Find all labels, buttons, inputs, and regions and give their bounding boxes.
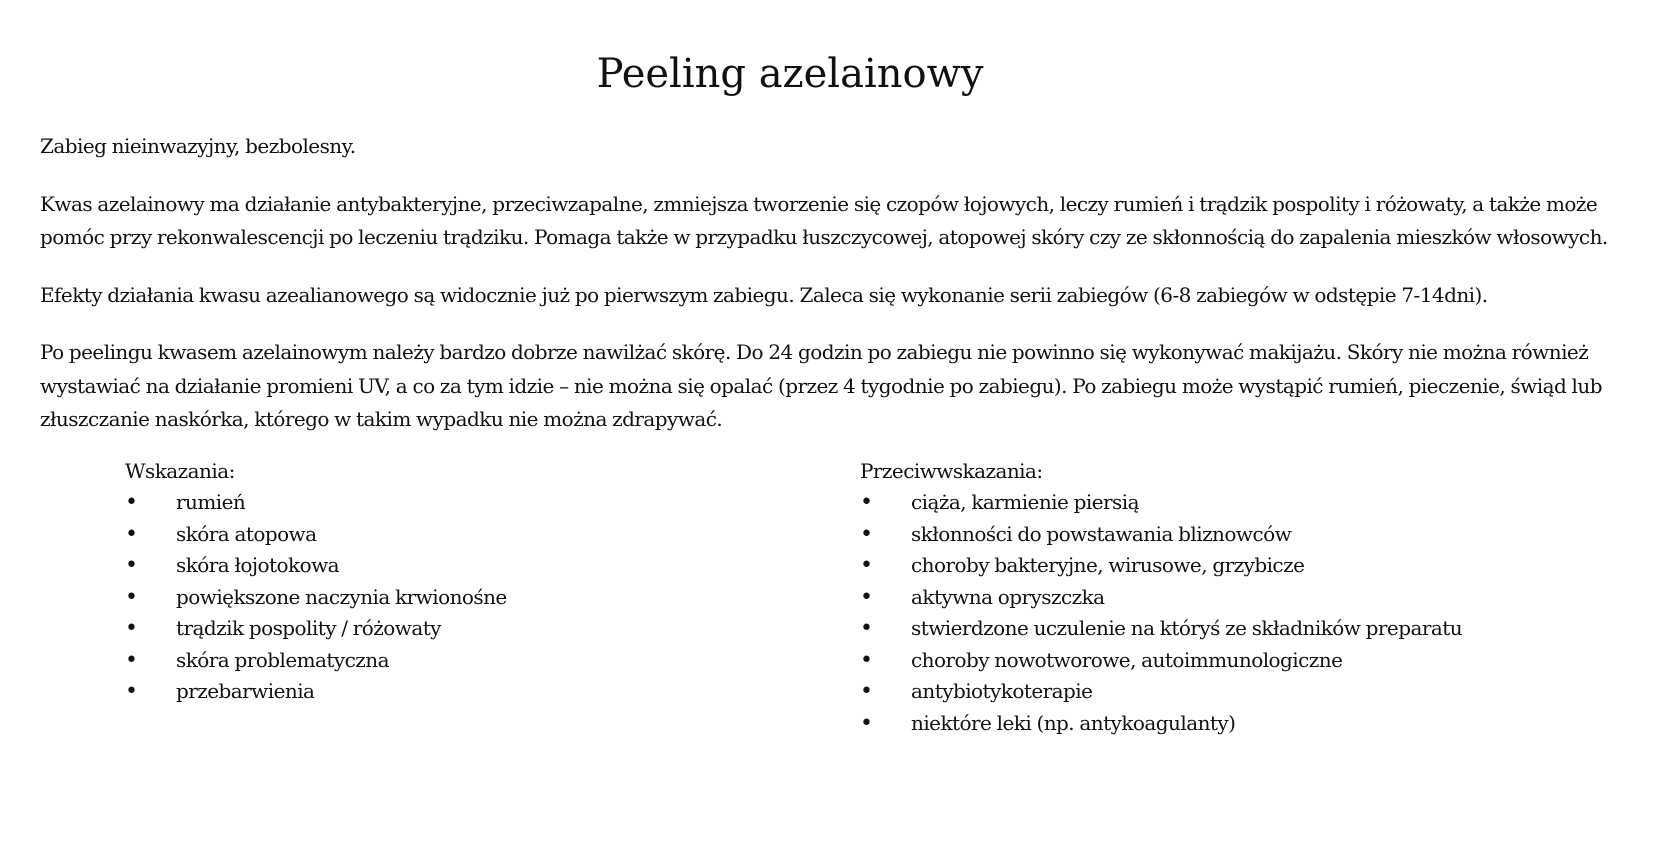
bullet-icon: •: [125, 553, 138, 578]
contraindications-heading: Przeciwwskazania:: [860, 459, 1043, 483]
paragraph-aftercare: Po peelingu kwasem azelainowym należy bardzo dobrze nawilżać skórę. Do 24 godzin po zabiegu nie powinno się wykonywać makijażu. Skóry nie można również wystawiać na działanie promieni UV, a co za tym idzie – nie można się opalać (przez 4 tygodnie po zabiegu). Po zabiegu może wystąpić rumień, pieczenie, świąd lub złuszczanie naskórka, którego w takim wypadku nie można zdrapywać.: [40, 340, 1602, 431]
list-item: [860, 519, 1620, 551]
list-item: [125, 645, 745, 677]
list-item: [860, 645, 1620, 677]
bullet-icon: •: [125, 647, 138, 673]
list-item: [125, 613, 745, 645]
list-item-text: stwierdzone uczulenie na któryś ze składników preparatu: [911, 616, 1463, 640]
page-title: Peeling azelainowy: [596, 51, 984, 97]
list-item: [860, 550, 1620, 582]
paragraph-effects: Efekty działania kwasu azealianowego są widocznie już po pierwszym zabiegu. Zaleca się wykonanie serii zabiegów (6-8 zabiegów w odstępie 7-14dni).: [40, 282, 1488, 307]
list-item: [860, 613, 1620, 645]
bullet-icon: •: [860, 521, 873, 547]
bullet-icon: •: [125, 521, 138, 547]
list-item: [860, 676, 1620, 708]
bullet-icon: •: [125, 490, 138, 515]
bullet-icon: •: [125, 584, 138, 610]
list-item-text: niektóre leki (np. antykoagulanty): [911, 710, 1236, 735]
bullet-icon: •: [860, 710, 873, 736]
list-item: [860, 708, 1620, 740]
bullet-icon: •: [125, 679, 138, 704]
bullet-icon: •: [860, 584, 873, 610]
list-item-text: skóra problematyczna: [176, 647, 389, 672]
contraindications-column: [860, 456, 1620, 739]
bullet-icon: •: [860, 490, 873, 515]
list-item-text: skóra atopowa: [176, 521, 317, 546]
list-item-text: przebarwienia: [176, 679, 315, 703]
indications-heading: Wskazania:: [125, 459, 235, 483]
list-item-text: antybiotykoterapie: [911, 679, 1093, 703]
list-item: [125, 519, 745, 551]
list-item-text: skłonności do powstawania bliznowców: [911, 521, 1292, 546]
list-item: [125, 582, 745, 614]
list-item-text: ciąża, karmienie piersią: [911, 490, 1139, 514]
list-item: [125, 676, 745, 708]
bullet-icon: •: [860, 616, 873, 641]
bullet-icon: •: [125, 616, 138, 641]
paragraph-properties: Kwas azelainowy ma działanie antybakteryjne, przeciwzapalne, zmniejsza tworzenie się czopów łojowych, leczy rumień i trądzik pospolity i różowaty, a także może pomóc przy rekonwalescencji po leczeniu trądziku. Pomaga także w przypadku łuszczycowej, atopowej skóry czy ze skłonnością do zapalenia mieszków włosowych.: [40, 191, 1608, 249]
paragraph-intro: Zabieg nieinwazyjny, bezbolesny.: [40, 134, 356, 158]
list-item-text: choroby bakteryjne, wirusowe, grzybicze: [911, 553, 1305, 577]
indications-list: [125, 487, 745, 708]
list-item: [125, 487, 745, 519]
list-item-text: aktywna opryszczka: [911, 584, 1105, 609]
contraindications-list: [860, 487, 1620, 739]
list-item-text: powiększone naczynia krwionośne: [176, 584, 507, 609]
list-item-text: skóra łojotokowa: [176, 553, 340, 577]
list-item-text: trądzik pospolity / różowaty: [176, 616, 441, 640]
indications-column: [125, 456, 745, 708]
bullet-icon: •: [860, 553, 873, 578]
list-item-text: rumień: [176, 490, 246, 514]
list-item-text: choroby nowotworowe, autoimmunologiczne: [911, 647, 1343, 672]
list-item: [860, 582, 1620, 614]
document-body: [40, 130, 1620, 461]
bullet-icon: •: [860, 647, 873, 673]
list-item: [860, 487, 1620, 519]
list-item: [125, 550, 745, 582]
bullet-icon: •: [860, 679, 873, 704]
